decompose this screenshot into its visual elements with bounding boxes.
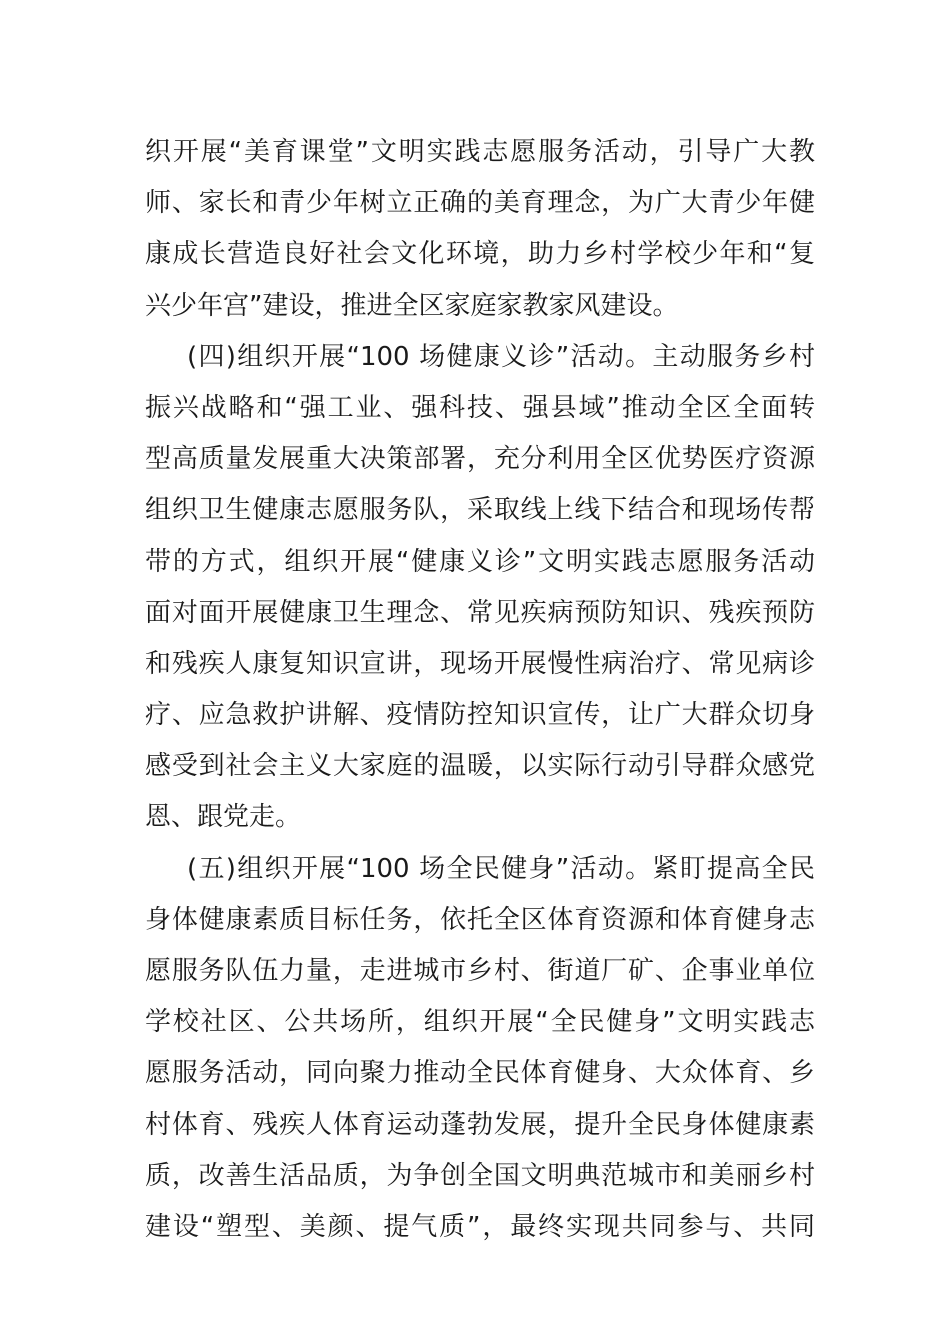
- text-line: 和残疾人康复知识宣讲，现场开展慢性病治疗、常见病诊: [145, 648, 815, 679]
- text-line: 兴少年宫”建设，推进全区家庭家教家风建设。: [145, 290, 679, 321]
- text-line: 愿服务队伍力量，走进城市乡村、街道厂矿、企事业单位: [145, 956, 815, 986]
- text-line: 织开展“美育课堂”文明实践志愿服务活动，引导广大教: [145, 137, 815, 167]
- text-line: 村体育、残疾人体育运动蓬勃发展，提升全民身体健康素: [145, 1109, 815, 1140]
- text-line: 学校社区、公共场所，组织开展“全民健身”文明实践志: [145, 1007, 815, 1038]
- text-line: 质，改善生活品质，为争创全国文明典范城市和美丽乡村: [145, 1160, 815, 1191]
- text-line: 师、家长和青少年树立正确的美育理念，为广大青少年健: [145, 188, 815, 219]
- paragraph-health-clinic: [145, 332, 815, 844]
- text-line: 振兴战略和“强工业、强科技、强县域”推动全区全面转: [145, 392, 815, 423]
- text-line: 康成长营造良好社会文化环境，助力乡村学校少年和“复: [145, 239, 815, 270]
- text-line: 带的方式，组织开展“健康义诊”文明实践志愿服务活动: [145, 546, 815, 577]
- body-text: [145, 127, 815, 1253]
- text-line: 恩、跟党走。: [145, 802, 302, 833]
- text-line: 愿服务活动，同向聚力推动全民体育健身、大众体育、乡: [145, 1058, 815, 1089]
- text-line: 组织卫生健康志愿服务队，采取线上线下结合和现场传帮: [145, 495, 815, 526]
- text-line: 型高质量发展重大决策部署，充分利用全区优势医疗资源: [145, 444, 815, 475]
- paragraph-national-fitness: [145, 844, 815, 1254]
- text-line: 疗、应急救护讲解、疫情防控知识宣传，让广大群众切身: [145, 700, 815, 731]
- text-line: 感受到社会主义大家庭的温暖，以实际行动引导群众感党: [145, 751, 815, 782]
- text-line: 面对面开展健康卫生理念、常见疾病预防知识、残疾预防: [145, 597, 815, 628]
- text-line: 身体健康素质目标任务，依托全区体育资源和体育健身志: [145, 904, 815, 935]
- paragraph-meiyu-continuation: [145, 127, 815, 332]
- text-line: (四)组织开展“100 场健康义诊”活动。主动服务乡村: [187, 341, 815, 372]
- text-line: 建设“塑型、美颜、提气质”，最终实现共同参与、共同: [145, 1211, 815, 1242]
- text-line: (五)组织开展“100 场全民健身”活动。紧盯提高全民: [187, 853, 815, 884]
